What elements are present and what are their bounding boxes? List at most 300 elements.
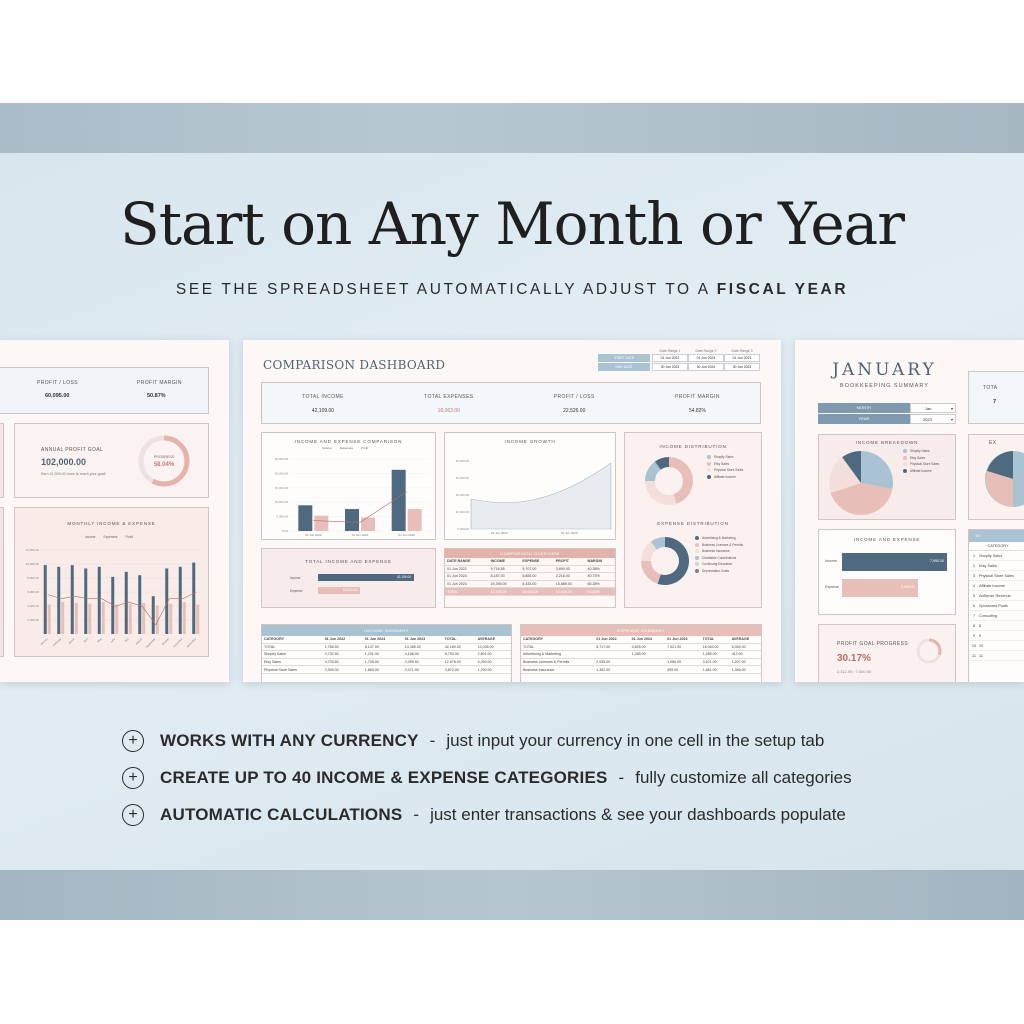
legend-text: Shopify Sales [714,455,734,459]
kpi-value: 22,526.00 [563,408,586,414]
income-bar [138,575,141,634]
goal-progress-ring [913,635,945,667]
table-cell: Etsy Sales [262,658,323,666]
profit-loss-label: PROFIT / LOSS [37,380,78,386]
profit-goal-progress-card [818,624,956,682]
table-cell: 3,872.00 [443,666,476,674]
x-tick-label: May [96,637,103,644]
feature-title: CREATE UP TO 40 INCOME & EXPENSE CATEGORIES [160,767,608,787]
subheadline [0,281,1024,299]
table-cell: 8,433.00 [520,580,553,588]
feature-description: fully customize all categories [635,767,852,787]
table-row [445,580,615,588]
date-cell[interactable]: 30 Jun 2023 [652,363,688,371]
table-row [445,573,615,581]
plus-circle-icon: + [122,767,144,789]
expense-bar [142,603,145,634]
expense-bar [196,605,199,634]
headline: Start on Any Month or Year [120,190,904,258]
left-dashboard-preview [0,340,229,682]
table-cell: 3,621.00 [701,658,730,666]
y-tick-label: 5,000.00 [276,514,288,519]
left-edge-panel [0,507,4,657]
category-name: 8 [979,624,982,628]
table-cell [594,651,629,659]
table-header-cell: TOTAL [701,636,730,643]
table-header-cell: 01 Jun 2024 [363,636,403,643]
category-name: Consulting [979,614,997,618]
table-cell: 2,732.50 [323,651,363,659]
table-cell: 12,878.00 [443,658,476,666]
goal-progress-title: PROFIT GOAL PROGRESS [837,641,909,647]
table-cell: 1,756.50 [323,643,363,651]
x-tick-label: 01 Jun 2023 [398,533,415,537]
income-expense-card [818,529,956,615]
date-range-row [598,354,760,362]
table-cell: 4,705.50 [323,658,363,666]
y-tick-label: 2,000.00 [27,618,39,622]
ie-legend-expenses: Expenses [339,446,354,450]
ie-comparison-title: INCOME AND EXPENSE COMPARISON [294,439,403,444]
table-cell: 4,825.00 [630,643,665,651]
category-row [969,611,1024,621]
legend-entry [707,468,743,472]
legend-text: Business Licenses & Permits [702,542,744,547]
table-header-cell: PROFIT [554,558,586,565]
table-cell: 18,063.00 [520,588,553,596]
legend-text: Continuing Education [702,562,733,567]
income-bar [71,565,74,634]
category-number: 9 [972,634,976,638]
legend-profit: Profit [125,535,133,539]
table-cell: TOTAL [445,588,489,596]
table-cell: 1,362.00 [594,666,629,674]
table-header-cell: INCOME [489,558,521,565]
expense-distribution-donut [637,533,693,589]
category-number: 10 [971,644,977,648]
table-cell: 8,187.00 [489,573,521,581]
growth-area [471,463,611,529]
table-cell: TOTAL [262,643,323,651]
table-cell: 40.38% [585,565,615,573]
x-tick-label: 01 Jun 2023 [561,531,578,535]
top-banner-strip [0,103,1024,153]
table-cell: 01 Jun 2022 [445,565,489,573]
category-name: Sponsored Posts [979,604,1008,608]
partial-expense-card [968,434,1024,520]
total-ie-card [261,548,436,608]
table-cell: 54.82% [585,588,615,596]
total-ie-income-label: Income [290,576,301,580]
table-row [445,588,615,596]
feature-row [122,796,982,833]
legend-entry [707,462,743,466]
category-row [969,551,1024,561]
table-header-cell: AVERAGE [730,636,761,643]
x-tick-label: December [186,637,197,649]
legend-swatch [707,455,711,459]
category-name: Etsy Sales [979,564,997,568]
table-cell: 1,290.00 [476,666,511,674]
chevron-down-icon: ▾ [950,406,953,411]
legend-text: Business Insurance [702,549,730,554]
kpi-value: 54.82% [688,408,706,414]
table-row [521,666,761,674]
feature-row [122,759,982,796]
legend-entry [695,549,743,553]
total-ie-title: TOTAL INCOME AND EXPENSE [305,559,392,564]
y-tick-label: 8,000.00 [27,576,39,580]
table-row [262,651,511,659]
category-header: CATEGORY [969,542,1024,551]
table-cell: 65.28% [585,580,615,588]
x-tick-label: October [161,637,170,647]
y-tick-label: 6,000.00 [27,590,39,594]
table-row [521,643,761,651]
date-cell[interactable]: 01 Jun 2023 [724,354,760,362]
table-row [262,658,511,666]
profit-loss-value: 60,095.00 [45,393,70,399]
table-cell: 2,216.00 [554,573,586,581]
kpi-label: PROFIT MARGIN [675,394,720,400]
legend-entry [707,475,743,479]
table-header-cell: CATEGORY [262,636,323,643]
table-cell: 1,207.00 [730,658,761,666]
date-cell[interactable]: 30 Jun 2024 [688,363,724,371]
date-range-row-label: START DATE [598,354,650,362]
category-number: 3 [972,574,976,578]
ie-income-bar [842,553,947,571]
bookkeeping-subtitle: BOOKKEEPING SUMMARY [840,383,929,389]
date-range-row [598,363,760,371]
expense-summary-title: EXPENSE SUMMARY [521,625,761,636]
total-ie-expense-value: 18,063.00 [342,588,357,592]
profit-kpi-card [0,367,209,414]
x-tick-label: 01 Jun 2022 [305,533,322,537]
feature-list [122,722,982,833]
table-cell: 42,169.00 [443,643,476,651]
ie-expense-value: 3,400.00 [901,585,915,589]
table-cell: 1,705.00 [363,658,403,666]
category-number: 1 [972,554,976,558]
table-cell [630,658,665,666]
comparison-overview-title: COMPARISON OVERVIEW [445,549,615,558]
chevron-down-icon: ▾ [950,417,953,422]
expense-distribution-title: EXPENSE DISTRIBUTION [657,521,729,526]
legend-entry [903,462,939,466]
partial-total-label: TOTA [983,385,998,391]
legend-swatch [695,556,699,560]
month-label: MONTH [818,403,910,413]
legend-entry [903,456,939,460]
kpi-label: PROFIT / LOSS [553,394,595,400]
table-cell: 18,063.00 [701,643,730,651]
total-ie-expense-bar [318,587,360,594]
date-cell[interactable]: 01 Jun 2024 [688,354,724,362]
table-cell: 499.00 [665,666,700,674]
table-row [521,651,761,659]
feature-dash: - [413,804,420,824]
table-cell: 1,231.00 [363,651,403,659]
category-table-card [968,529,1024,682]
expense-summary-card [520,624,762,682]
table-cell: 15,889.00 [554,580,586,588]
ie-comparison-chart [262,449,437,539]
table-cell: 1,086.00 [665,658,700,666]
table-cell: 4,106.00 [403,651,443,659]
x-tick-label: September [145,637,157,649]
income-bar [179,567,182,634]
ie-expense-label: Expense [825,585,839,589]
category-table-title: TO [969,530,1024,542]
y-tick-label: 25,000.00 [455,459,469,463]
year-select[interactable] [910,414,956,424]
y-tick-label: 5,000.00 [457,527,469,531]
legend-text: Depreciation Costs [702,568,729,573]
table-row [521,658,761,666]
progress-label: PROGRESS [153,455,175,459]
y-tick-label: 4,000.00 [27,604,39,608]
feature-title: AUTOMATIC CALCULATIONS [160,804,403,824]
x-tick-label: 01 Jun 2022 [491,531,508,535]
y-tick-label: 12,000.00 [25,548,39,552]
y-tick-label: 10,000.00 [274,500,288,505]
income-bar [345,509,359,531]
table-cell [630,666,665,674]
income-summary-table [262,636,511,674]
category-name: Physical Store Sales [979,574,1014,578]
table-row [262,643,511,651]
income-growth-card [444,432,616,540]
table-cell: 22,526.00 [554,588,586,596]
table-cell: 6,354.00 [730,643,761,651]
legend-swatch [695,536,699,540]
kpi-value: 42,109.00 [311,408,335,414]
legend-entry [695,536,743,540]
y-tick-label: 10,000.00 [25,562,39,566]
ie-legend-profit: Profit [361,446,369,450]
x-tick-label: August [135,637,143,646]
feature-title: WORKS WITH ANY CURRENCY [160,730,419,750]
x-tick-label: July [124,637,130,643]
income-summary-card [261,624,512,682]
expense-bar [102,602,105,634]
income-bar [298,505,312,531]
distribution-card [624,432,762,608]
income-growth-chart [445,445,617,539]
kpi-item [675,394,720,414]
table-header-cell: 01 Jun 2023 [403,636,443,643]
legend-expenses: Expenses [103,535,118,539]
feature-description: just enter transactions & see your dashboards populate [430,804,846,824]
table-cell: 1,861.00 [701,666,730,674]
ie-legend-income: Income [322,446,332,450]
dashboard-title: COMPARISON DASHBOARD [263,358,446,372]
legend-text: Affiliate Income [910,468,932,473]
category-name: 10 [979,644,984,648]
table-cell: 412.00 [730,651,761,659]
table-header-cell: TOTAL [443,636,476,643]
month-select[interactable] [910,403,956,413]
monthly-summary-preview [795,340,1024,682]
donut-slice [641,561,661,584]
kpi-value: 18,063.00 [437,408,460,414]
table-cell: 4,293.00 [476,658,511,666]
legend-swatch [707,475,711,479]
table-cell: 7,521.00 [665,643,700,651]
expense-bar [75,603,78,634]
kpi-item [302,394,344,414]
legend-text: Physical Store Sales [910,462,940,467]
kpi-strip [261,382,761,424]
income-breakdown-card [818,434,956,520]
pie-slice [861,451,893,489]
year-label: YEAR [818,414,910,424]
income-bar [44,565,47,634]
x-tick-label: January [39,637,49,647]
goal-progress-pct: 30.17% [837,653,871,664]
legend-swatch [695,549,699,553]
kpi-label: TOTAL INCOME [302,394,344,400]
income-breakdown-pie [827,449,895,517]
table-header-cell: DATE RANGE [445,558,489,565]
table-cell: Advertising & Marketing [521,651,594,659]
profit-margin-value: 50.87% [147,393,166,399]
table-row [262,666,511,674]
legend-entry [695,562,743,566]
partial-total-value: 7 [993,399,997,405]
partial-pie [983,449,1024,509]
year-select-value: 2023 [923,417,932,422]
legend-text: Etsy Sales [714,461,730,466]
date-cell[interactable]: 01 Jun 2022 [652,354,688,362]
subheadline-text: SEE THE SPREADSHEET AUTOMATICALLY ADJUST TO A [175,281,710,298]
y-tick-label: 15,000.00 [274,485,288,490]
income-bar [84,568,87,634]
table-header-cell: EXPENSE [520,558,553,565]
ie-income-value: 7,990.00 [930,559,944,563]
monthly-chart-title: MONTHLY INCOME & EXPENSE [67,521,156,526]
table-cell: TOTAL [521,643,594,651]
feature-description: just input your currency in one cell in the setup tab [446,730,825,750]
goal-value: 102,000.00 [41,457,87,467]
table-cell: Shopify Sales [262,651,323,659]
date-range-2-header: Date Range 2 [695,349,717,353]
bottom-banner-strip [0,870,1024,920]
category-number: 6 [972,604,976,608]
subheadline-bold: FISCAL YEAR [716,281,849,298]
ie-expense-bar [842,579,918,597]
expense-bar [48,605,51,634]
left-edge-card [0,423,4,498]
category-number: 4 [972,584,976,588]
table-cell: 5,855.00 [520,573,553,581]
category-row [969,641,1024,651]
table-cell: 01 Jun 2024 [445,573,489,581]
income-bar [192,563,195,634]
table-cell: 9,716.55 [489,565,521,573]
table-cell: 14,036.00 [476,643,511,651]
table-header-row [445,558,615,565]
legend-text: Physical Store Sales [714,468,744,473]
date-range-3-header: Date Range 3 [731,349,753,353]
category-number: 11 [972,654,976,658]
category-row [969,561,1024,571]
ie-card-title: INCOME AND EXPENSE [853,537,921,542]
legend-text: Affiliate Income [714,474,736,479]
legend-entry [695,556,743,560]
table-header-row [262,636,511,643]
legend-swatch [903,469,907,473]
y-tick-label: 15,000.00 [455,493,469,497]
y-tick-label: 0.00 [282,529,288,533]
date-range-1-header: Date Range 1 [659,349,681,353]
expense-bar [115,605,118,634]
category-row [969,581,1024,591]
comparison-overview-table [445,558,615,596]
profit-margin-label: PROFIT MARGIN [137,380,182,386]
category-number: 5 [972,594,976,598]
legend-swatch [903,456,907,460]
y-tick-label: 20,000.00 [274,471,288,476]
table-cell: 42,109.00 [489,588,521,596]
legend-text: Etsy Sales [910,455,926,460]
legend-swatch [695,569,699,573]
kpi-item [554,394,595,414]
category-name: Affiliate Income [979,584,1005,588]
category-number: 2 [972,564,976,568]
goal-note: Earn 41,905.00 more to reach your goal! [41,472,106,476]
table-cell: Business Insurance [521,666,594,674]
legend-text: Shopify Sales [910,449,930,453]
legend-entry [903,449,939,453]
feature-row [122,722,982,759]
income-expense-comparison-card [261,432,436,540]
table-cell: 01 Jun 2023 [445,580,489,588]
date-cell[interactable]: 30 Jun 2023 [724,363,760,371]
goal-progress-note: 2,112.00 / 7,000.00 [837,669,872,674]
table-cell: Physical Store Sales [262,666,323,674]
income-summary-title: INCOME SUMMARY [262,625,511,636]
monthly-bar-chart [15,538,210,656]
legend-swatch [903,449,907,453]
table-cell: 24,395.00 [489,580,521,588]
kpi-label: TOTAL EXPENSES [424,394,474,400]
category-name: 11 [979,654,983,658]
month-title: JANUARY [832,360,937,380]
category-name: 9 [979,634,982,638]
expense-bar [314,516,328,531]
total-ie-income-value: 42,109.00 [396,575,411,579]
period-selector [818,403,956,424]
legend-swatch [707,468,711,472]
legend-entry [695,543,743,547]
x-tick-label: March [68,637,76,645]
table-header-row [521,636,761,643]
table-cell: 2,309.00 [323,666,363,674]
x-tick-label: 01 Jun 2024 [351,533,369,537]
table-cell: 8,753.00 [443,651,476,659]
goal-label: ANNUAL PROFIT GOAL [41,447,104,453]
table-header-cell: 01 Jun 2022 [323,636,363,643]
table-cell: 5,707.00 [520,565,553,573]
plus-circle-icon: + [122,804,144,826]
expense-bar [169,604,172,634]
table-cell: 1,865.00 [363,666,403,674]
table-cell: 14,385.00 [403,643,443,651]
x-tick-label: February [52,637,62,648]
y-tick-label: 10,000.00 [455,510,469,514]
